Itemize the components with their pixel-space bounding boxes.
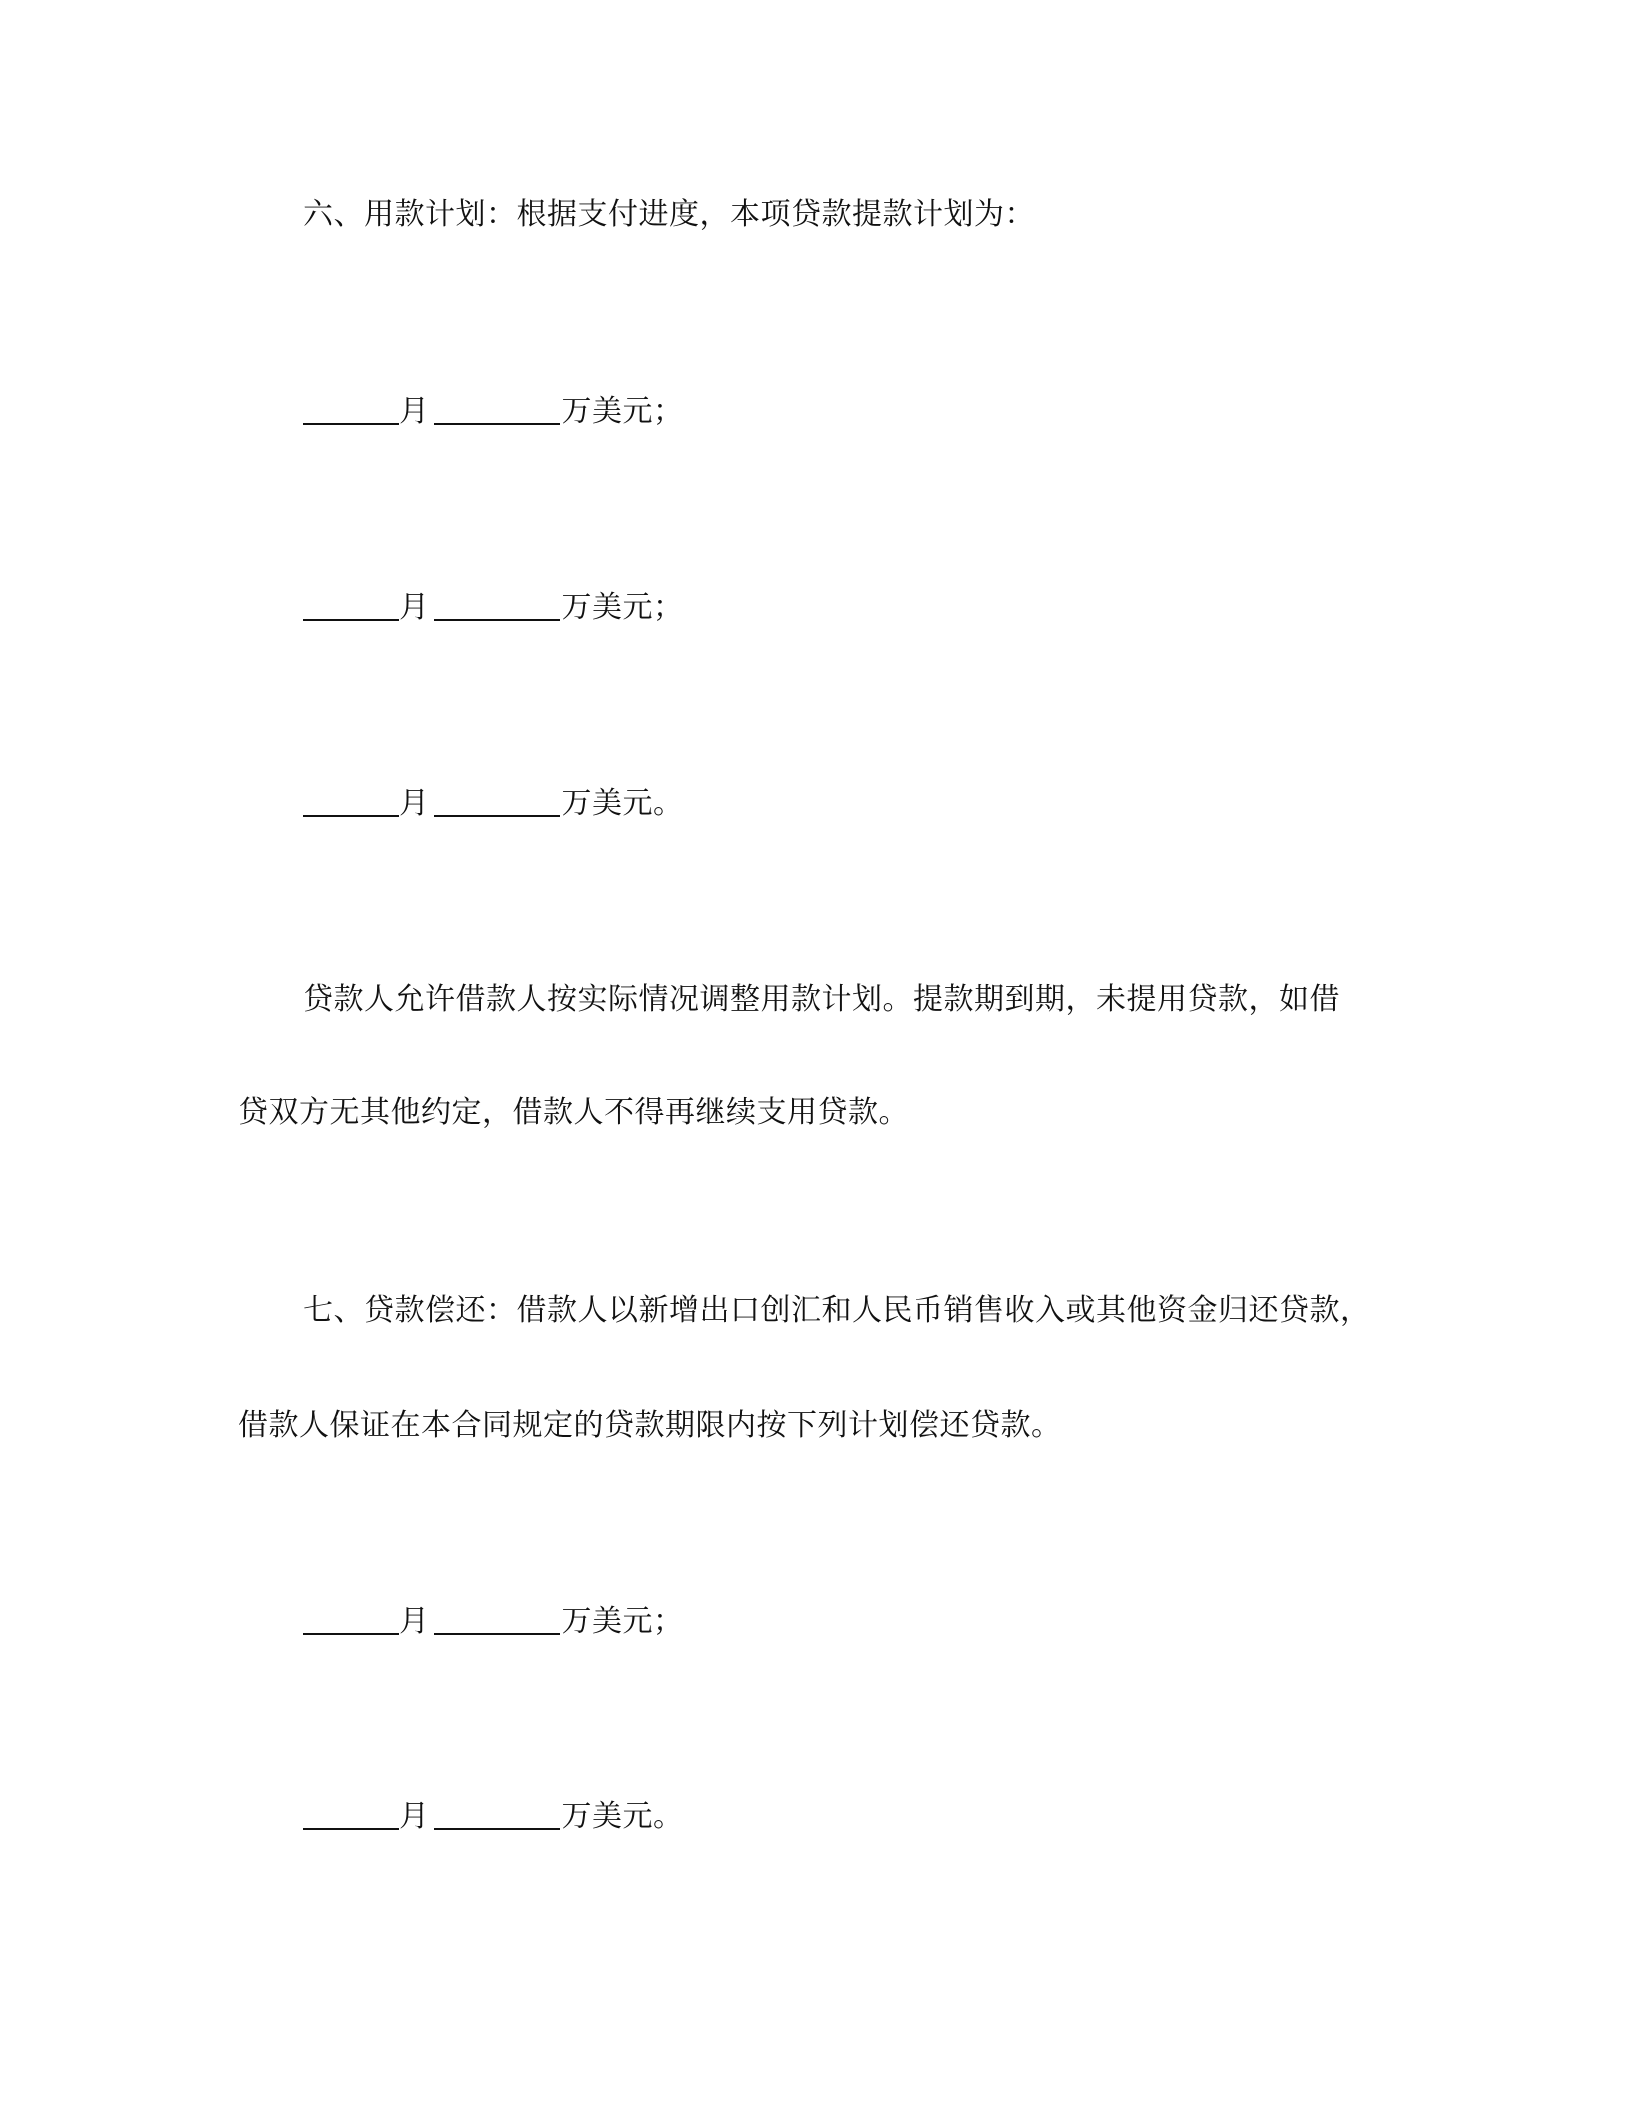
amount-unit: 万美元； bbox=[561, 1604, 684, 1639]
amount-blank bbox=[434, 1798, 560, 1830]
drawdown-row-2 bbox=[303, 588, 684, 628]
month-unit: 月 bbox=[399, 394, 430, 429]
amount-blank bbox=[434, 785, 560, 817]
amount-blank bbox=[434, 1603, 560, 1635]
section-seven-heading-line-2: 借款人保证在本合同规定的贷款期限内按下列计划偿还贷款。 bbox=[238, 1408, 1062, 1443]
amount-unit: 万美元。 bbox=[561, 786, 684, 821]
month-blank bbox=[303, 393, 399, 425]
month-blank bbox=[303, 1603, 399, 1635]
section-seven-heading-line-1: 七、贷款偿还：借款人以新增出口创汇和人民币销售收入或其他资金归还贷款， bbox=[303, 1293, 1371, 1328]
adjustment-paragraph-line-2: 贷双方无其他约定，借款人不得再继续支用贷款。 bbox=[238, 1095, 909, 1130]
adjustment-paragraph-line-1: 贷款人允许借款人按实际情况调整用款计划。提款期到期，未提用贷款，如借 bbox=[303, 982, 1340, 1017]
month-unit: 月 bbox=[399, 590, 430, 625]
drawdown-row-1 bbox=[303, 392, 684, 432]
month-blank bbox=[303, 785, 399, 817]
month-blank bbox=[303, 589, 399, 621]
repayment-row-2 bbox=[303, 1797, 684, 1837]
amount-unit: 万美元。 bbox=[561, 1799, 684, 1834]
amount-unit: 万美元； bbox=[561, 394, 684, 429]
month-unit: 月 bbox=[399, 1799, 430, 1834]
month-blank bbox=[303, 1798, 399, 1830]
drawdown-row-3 bbox=[303, 784, 684, 824]
amount-blank bbox=[434, 393, 560, 425]
section-six-heading: 六、用款计划：根据支付进度，本项贷款提款计划为： bbox=[303, 197, 1035, 232]
repayment-row-1 bbox=[303, 1602, 684, 1642]
month-unit: 月 bbox=[399, 786, 430, 821]
amount-blank bbox=[434, 589, 560, 621]
month-unit: 月 bbox=[399, 1604, 430, 1639]
amount-unit: 万美元； bbox=[561, 590, 684, 625]
